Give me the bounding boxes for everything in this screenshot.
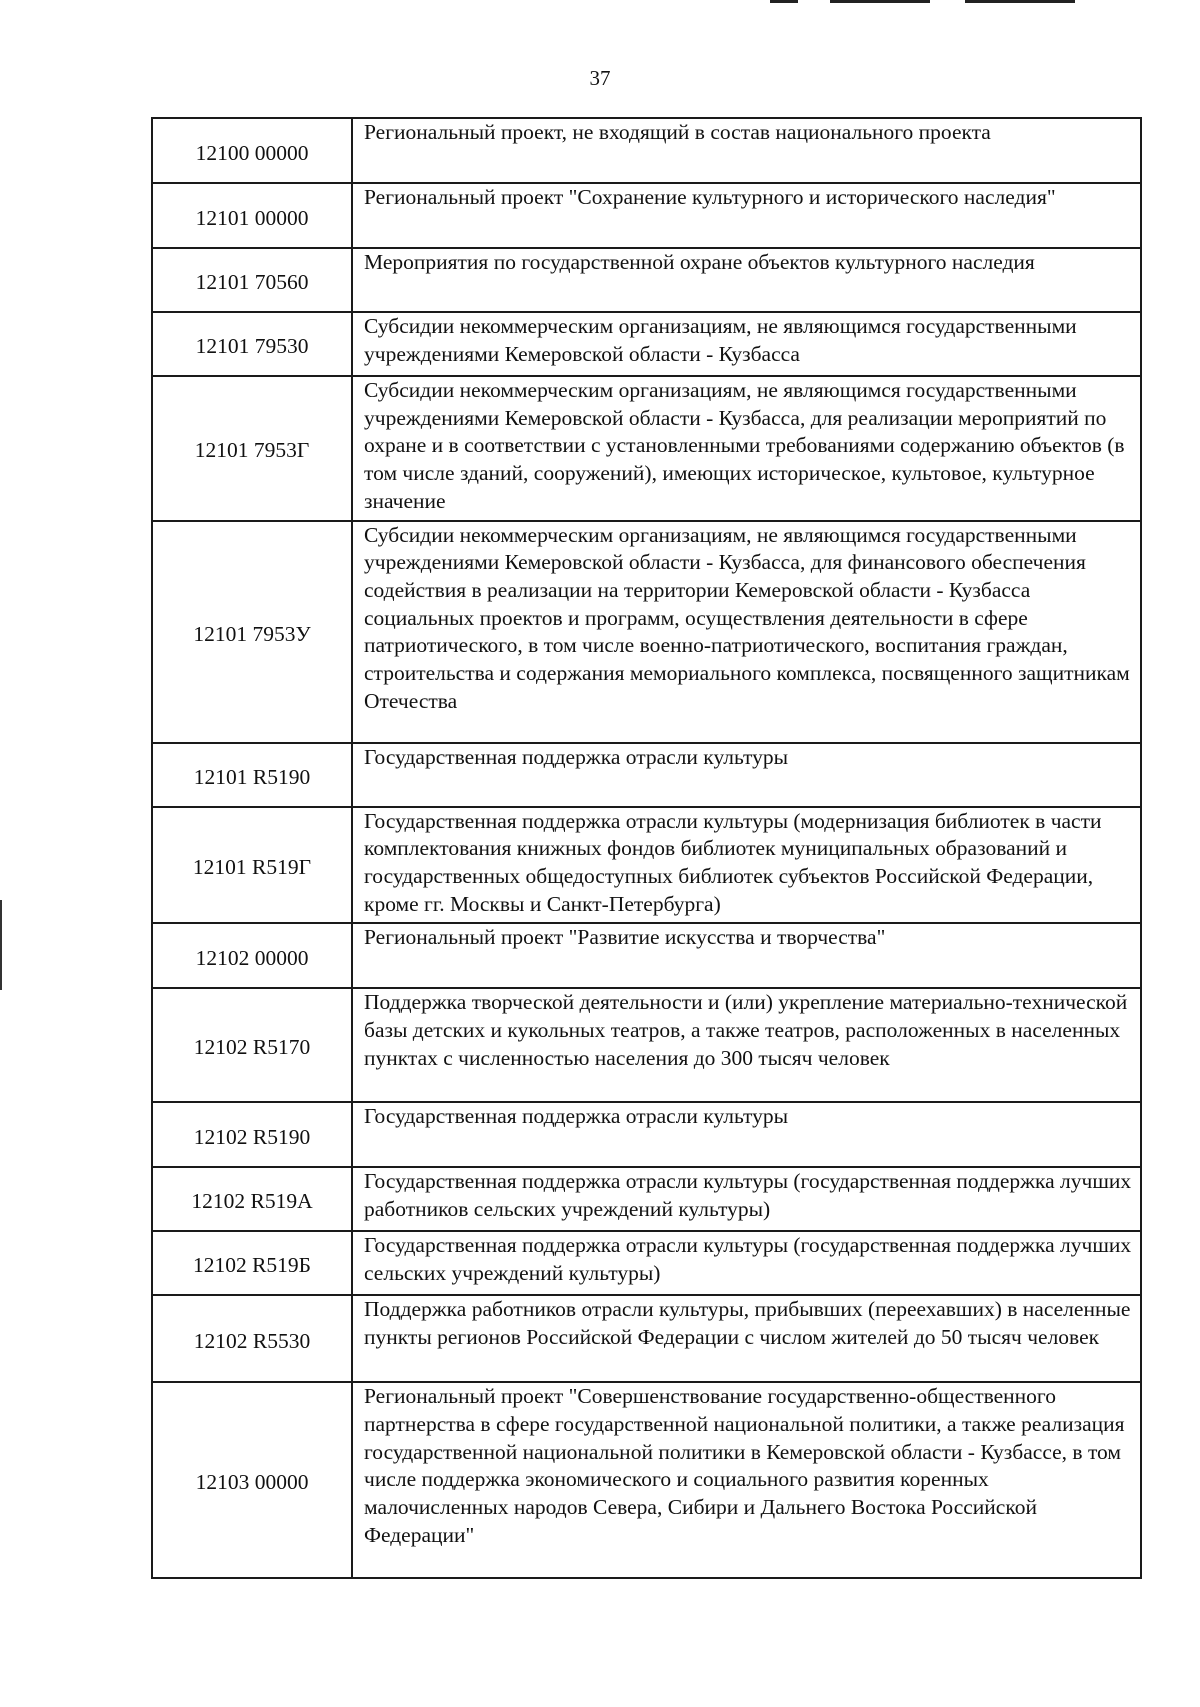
- code-cell: 12102 R5530: [152, 1295, 352, 1382]
- description-cell: Поддержка творческой деятельности и (или) укрепление материально-технической базы детских и кукольных театров, а также театров, расположенных в населенных пунктах с численностью населения до 300 тысяч человек: [352, 988, 1141, 1102]
- table-row: [152, 1167, 1141, 1231]
- description-cell: Государственная поддержка отрасли культуры (государственная поддержка лучших работников сельских учреждений культуры): [352, 1167, 1141, 1231]
- description-cell: Государственная поддержка отрасли культуры: [352, 1102, 1141, 1167]
- description-cell: Государственная поддержка отрасли культуры: [352, 743, 1141, 807]
- budget-codes-table: [151, 117, 1142, 1579]
- table-row: [152, 923, 1141, 988]
- description-cell: Региональный проект "Сохранение культурного и исторического наследия": [352, 183, 1141, 248]
- table-row: [152, 1295, 1141, 1382]
- description-cell: Региональный проект "Совершенствование государственно-общественного партнерства в сфере государственной национальной политики, а также реализация государственной национальной политики в Кемеровской области - Кузбассе, в том числе поддержка экономического и социального развития коренных малочисленных народов Севера, Сибири и Дальнего Востока Российской Федерации": [352, 1382, 1141, 1578]
- description-cell: Поддержка работников отрасли культуры, прибывших (переехавших) в населенные пункты регионов Российской Федерации с числом жителей до 50 тысяч человек: [352, 1295, 1141, 1382]
- scan-mark-top-2: [830, 0, 930, 3]
- table-row: [152, 807, 1141, 924]
- description-cell: Государственная поддержка отрасли культуры (государственная поддержка лучших сельских учреждений культуры): [352, 1231, 1141, 1295]
- table-row: [152, 988, 1141, 1102]
- code-cell: 12102 R5190: [152, 1102, 352, 1167]
- code-cell: 12101 7953У: [152, 521, 352, 743]
- description-cell: Региональный проект "Развитие искусства и творчества": [352, 923, 1141, 988]
- code-cell: 12102 00000: [152, 923, 352, 988]
- table-row: [152, 118, 1141, 183]
- scan-mark-top-1: [770, 0, 798, 3]
- description-cell: Субсидии некоммерческим организациям, не являющимся государственными учреждениями Кемеровской области - Кузбасса, для реализации мероприятий по охране и в соответствии с установленными требованиями содержанию объектов (в том числе зданий, сооружений), имеющих историческое, культовое, культурное значение: [352, 376, 1141, 521]
- table-row: [152, 743, 1141, 807]
- code-cell: 12101 79530: [152, 312, 352, 376]
- table-row: [152, 1382, 1141, 1578]
- table-row: [152, 248, 1141, 312]
- code-cell: 12101 70560: [152, 248, 352, 312]
- scan-mark-left: [0, 900, 2, 990]
- code-cell: 12101 R5190: [152, 743, 352, 807]
- table-row: [152, 183, 1141, 248]
- code-cell: 12101 00000: [152, 183, 352, 248]
- code-cell: 12102 R519Б: [152, 1231, 352, 1295]
- table-row: [152, 521, 1141, 743]
- scan-mark-top-3: [965, 0, 1075, 3]
- description-cell: Субсидии некоммерческим организациям, не являющимся государственными учреждениями Кемеровской области - Кузбасса: [352, 312, 1141, 376]
- code-cell: 12102 R519А: [152, 1167, 352, 1231]
- table-row: [152, 1102, 1141, 1167]
- table-row: [152, 1231, 1141, 1295]
- table-row: [152, 376, 1141, 521]
- description-cell: Мероприятия по государственной охране объектов культурного наследия: [352, 248, 1141, 312]
- code-cell: 12103 00000: [152, 1382, 352, 1578]
- page-number: 37: [589, 66, 611, 90]
- code-cell: 12101 7953Г: [152, 376, 352, 521]
- table-row: [152, 312, 1141, 376]
- description-cell: Региональный проект, не входящий в состав национального проекта: [352, 118, 1141, 183]
- code-cell: 12101 R519Г: [152, 807, 352, 924]
- description-cell: Субсидии некоммерческим организациям, не являющимся государственными учреждениями Кемеровской области - Кузбасса, для финансового обеспечения содействия в реализации на территории Кемеровской области - Кузбасса социальных проектов и программ, осуществления деятельности в сфере патриотического, в том числе военно-патриотического, воспитания граждан, строительства и содержания мемориального комплекса, посвященного защитникам Отечества: [352, 521, 1141, 743]
- code-cell: 12102 R5170: [152, 988, 352, 1102]
- code-cell: 12100 00000: [152, 118, 352, 183]
- description-cell: Государственная поддержка отрасли культуры (модернизация библиотек в части комплектования книжных фондов библиотек муниципальных образований и государственных общедоступных библиотек субъектов Российской Федерации, кроме гг. Москвы и Санкт-Петербурга): [352, 807, 1141, 924]
